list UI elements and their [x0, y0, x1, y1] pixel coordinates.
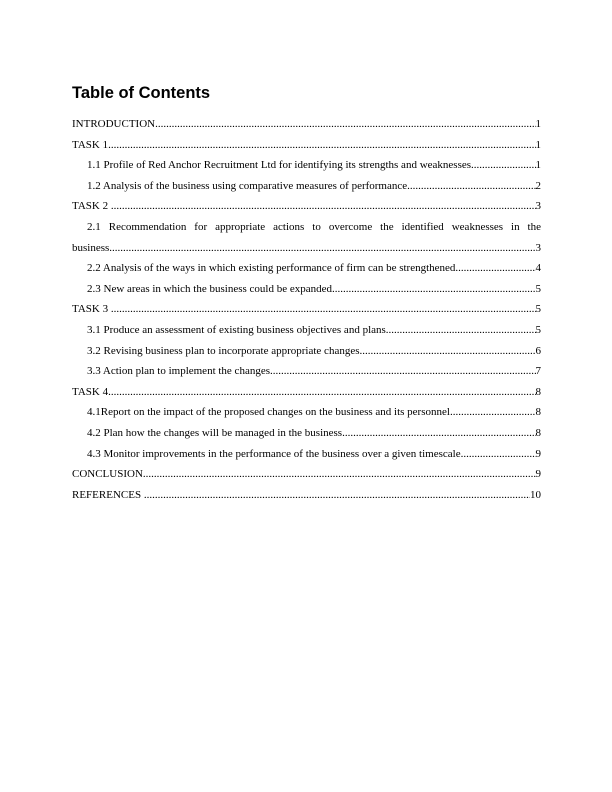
toc-entry-label: 2.1 Recommendation for appropriate actions to overcome the identified weaknesses in the — [87, 220, 541, 233]
dot-leader — [360, 341, 536, 362]
toc-page-number: 6 — [535, 344, 541, 357]
toc-entry-1-1[interactable] — [72, 155, 541, 176]
dot-leader — [111, 299, 536, 320]
dot-leader — [155, 114, 535, 135]
toc-entry-label: 4.1Report on the impact of the proposed changes on the business and its personnel — [87, 406, 450, 419]
toc-entry-4-3[interactable] — [72, 444, 541, 465]
dot-leader — [144, 485, 530, 506]
toc-entry-conclusion[interactable] — [72, 464, 541, 485]
toc-page-number: 8 — [535, 406, 541, 419]
dot-leader — [407, 176, 535, 197]
toc-entry-3-2[interactable] — [72, 341, 541, 362]
toc-page-number: 8 — [535, 385, 541, 398]
toc-entry-label: TASK 1 — [72, 138, 109, 151]
toc-entry-task-2[interactable] — [72, 196, 541, 217]
toc-entry-label: 3.1 Produce an assessment of existing business objectives and plans — [87, 323, 386, 336]
dot-leader — [108, 135, 535, 156]
dot-leader — [108, 382, 535, 403]
toc-page-number: 5 — [535, 303, 541, 316]
toc-page-number: 9 — [535, 468, 541, 481]
toc-entry-task-4[interactable] — [72, 382, 541, 403]
toc-entry-2-3[interactable] — [72, 279, 541, 300]
toc-entry-label: TASK 2 — [72, 200, 111, 213]
toc-page-number: 1 — [535, 118, 541, 130]
toc-entry-label: 4.3 Monitor improvements in the performance of the business over a given timescale — [87, 447, 461, 460]
toc-entry-1-2[interactable] — [72, 176, 541, 197]
toc-page-number: 8 — [535, 426, 541, 439]
dot-leader — [111, 196, 536, 217]
toc-page-number: 4 — [535, 262, 541, 275]
toc-page-number: 7 — [535, 365, 541, 378]
dot-leader — [270, 361, 536, 382]
toc-entry-task-1[interactable] — [72, 135, 541, 156]
table-of-contents — [72, 114, 541, 505]
dot-leader — [461, 444, 536, 465]
toc-entry-task-3[interactable] — [72, 299, 541, 320]
toc-entry-3-1[interactable] — [72, 320, 541, 341]
dot-leader — [386, 320, 536, 341]
dot-leader — [471, 155, 535, 176]
toc-page-number: 3 — [535, 200, 541, 213]
toc-entry-label: 2.2 Analysis of the ways in which existing performance of firm can be strengthened — [87, 262, 456, 275]
toc-entry-2-1-line-2[interactable] — [72, 238, 541, 259]
toc-page-number: 5 — [535, 282, 541, 295]
toc-page-number: 9 — [535, 447, 541, 460]
toc-entry-2-2[interactable] — [72, 258, 541, 279]
toc-entry-label: 1.1 Profile of Red Anchor Recruitment Ltd for identifying its strengths and weaknesses — [87, 159, 472, 172]
toc-page-number: 1 — [535, 138, 541, 151]
toc-entry-introduction[interactable] — [72, 114, 541, 135]
toc-entry-3-3[interactable] — [72, 361, 541, 382]
dot-leader — [450, 402, 536, 423]
toc-entry-label-continued: business — [72, 241, 110, 254]
toc-entry-label: 2.3 New areas in which the business could be expanded — [87, 282, 332, 295]
dot-leader — [143, 464, 536, 485]
toc-entry-label: INTRODUCTION — [72, 118, 156, 130]
dot-leader — [455, 258, 535, 279]
toc-entry-4-1[interactable] — [72, 402, 541, 423]
dot-leader — [342, 423, 535, 444]
toc-page-number: 5 — [535, 323, 541, 336]
toc-page-number: 10 — [530, 488, 541, 501]
toc-entry-label: 3.3 Action plan to implement the changes — [87, 365, 270, 378]
toc-entry-label: TASK 3 — [72, 303, 111, 316]
toc-entry-4-2[interactable] — [72, 423, 541, 444]
toc-entry-label: REFERENCES — [72, 488, 144, 501]
toc-heading: Table of Contents — [72, 84, 211, 102]
toc-entry-label: CONCLUSION — [72, 468, 143, 481]
toc-entry-label: TASK 4 — [72, 385, 109, 398]
toc-entry-label: 1.2 Analysis of the business using comparative measures of performance — [87, 179, 408, 192]
toc-entry-label: 4.2 Plan how the changes will be managed in the business — [87, 426, 343, 439]
toc-entry-label: 3.2 Revising business plan to incorporate appropriate changes — [87, 344, 360, 357]
toc-page-number: 1 — [535, 159, 541, 172]
toc-entry-2-1-line-1[interactable] — [72, 217, 541, 238]
dot-leader — [332, 279, 536, 300]
dot-leader — [109, 238, 535, 259]
toc-page-number: 2 — [535, 179, 541, 192]
toc-entry-references[interactable] — [72, 485, 541, 506]
toc-page-number: 3 — [535, 241, 541, 254]
